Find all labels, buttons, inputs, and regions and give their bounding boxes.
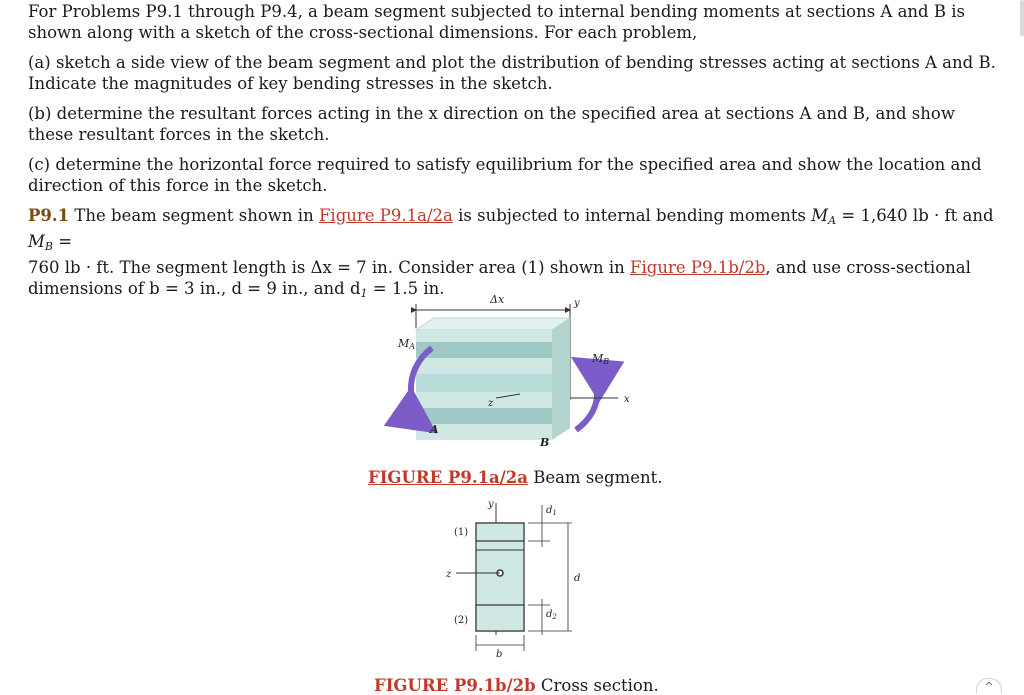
d1-label: $d_1$ [546, 505, 557, 517]
moment-b-symbol: M [28, 232, 45, 251]
moment-a-symbol: M [811, 206, 829, 225]
area-2-label: (2) [454, 615, 469, 626]
scroll-up-icon[interactable]: ^ [976, 678, 1002, 693]
figure-1-caption-text: Beam segment. [533, 468, 663, 487]
moment-b-arrow [576, 360, 597, 430]
dx-label: Δx [490, 293, 505, 306]
d2-label: $d_2$ [546, 609, 557, 621]
d1-subscript: 1 [360, 287, 368, 300]
moment-b-equals: = [58, 232, 73, 251]
figure-2-number[interactable]: FIGURE P9.1b/2b [374, 676, 536, 695]
moment-a-subscript: A [828, 214, 837, 227]
moment-a-value: = 1,640 lb · ft and [841, 206, 994, 225]
problem-text-1: The beam segment shown in [74, 206, 314, 225]
part-c-paragraph: (c) determine the horizontal force required to satisfy equilibrium for the specified area and show the location and direction of this force in the sketch. [28, 155, 982, 195]
problem-line-2a: 760 lb · ft. The segment length is Δx = 7 in. Consider area (1) shown in [28, 258, 625, 277]
problem-document [28, 0, 1000, 304]
problem-text-2: is subjected to internal bending moments [458, 206, 807, 225]
y-axis-label: y [574, 298, 580, 309]
area-1-label: (1) [454, 527, 469, 538]
moment-b-subscript: B [44, 240, 53, 253]
figure-2-caption-text: Cross section. [540, 676, 659, 695]
b-label: b [496, 649, 503, 660]
part-b-paragraph: (b) determine the resultant forces acting in the x direction on the specified area at sections A and B, and show these resultant forces in the sketch. [28, 104, 955, 144]
figure-1-caption [368, 468, 663, 487]
vertical-scrollbar[interactable] [1020, 0, 1024, 36]
problem-line-3: dimensions of b = 3 in., d = 9 in., and d [28, 279, 361, 298]
figure-2-caption [374, 676, 659, 695]
moment-a-label: MA [398, 337, 416, 351]
beam-segment-figure [380, 290, 660, 460]
cs-y-label: y [488, 499, 494, 510]
cross-section-figure [440, 495, 600, 665]
figure-1-number[interactable]: FIGURE P9.1a/2a [368, 468, 528, 487]
beam-side-face [552, 318, 570, 440]
problem-line-3-end: = 1.5 in. [372, 279, 445, 298]
cs-z-label: z [446, 569, 452, 580]
d-label: d [574, 573, 581, 584]
beam-top-face [416, 318, 570, 330]
problem-number: P9.1 [28, 206, 70, 225]
figure-link-1a[interactable]: Figure P9.1a/2a [318, 206, 453, 225]
x-axis-label: x [624, 394, 630, 405]
section-a-label: A [430, 423, 439, 436]
intro-paragraph: For Problems P9.1 through P9.4, a beam segment subjected to internal bending moments at sections A and B is shown along with a sketch of the cross-sectional dimensions. For each problem, [28, 2, 965, 42]
part-a-paragraph: (a) sketch a side view of the beam segment and plot the distribution of bending stresses acting at sections A and B. Indicate the magnitudes of key bending stresses in the sketch. [28, 53, 996, 93]
moment-b-label: MB [592, 352, 610, 366]
z-axis-label: z [488, 398, 494, 409]
area-2-rect [476, 605, 524, 631]
area-1-rect [476, 523, 524, 541]
section-b-label: B [540, 436, 550, 449]
figure-link-1b[interactable]: Figure P9.1b/2b [630, 258, 766, 277]
problem-line-2b: , and use cross-sectional [765, 258, 971, 277]
